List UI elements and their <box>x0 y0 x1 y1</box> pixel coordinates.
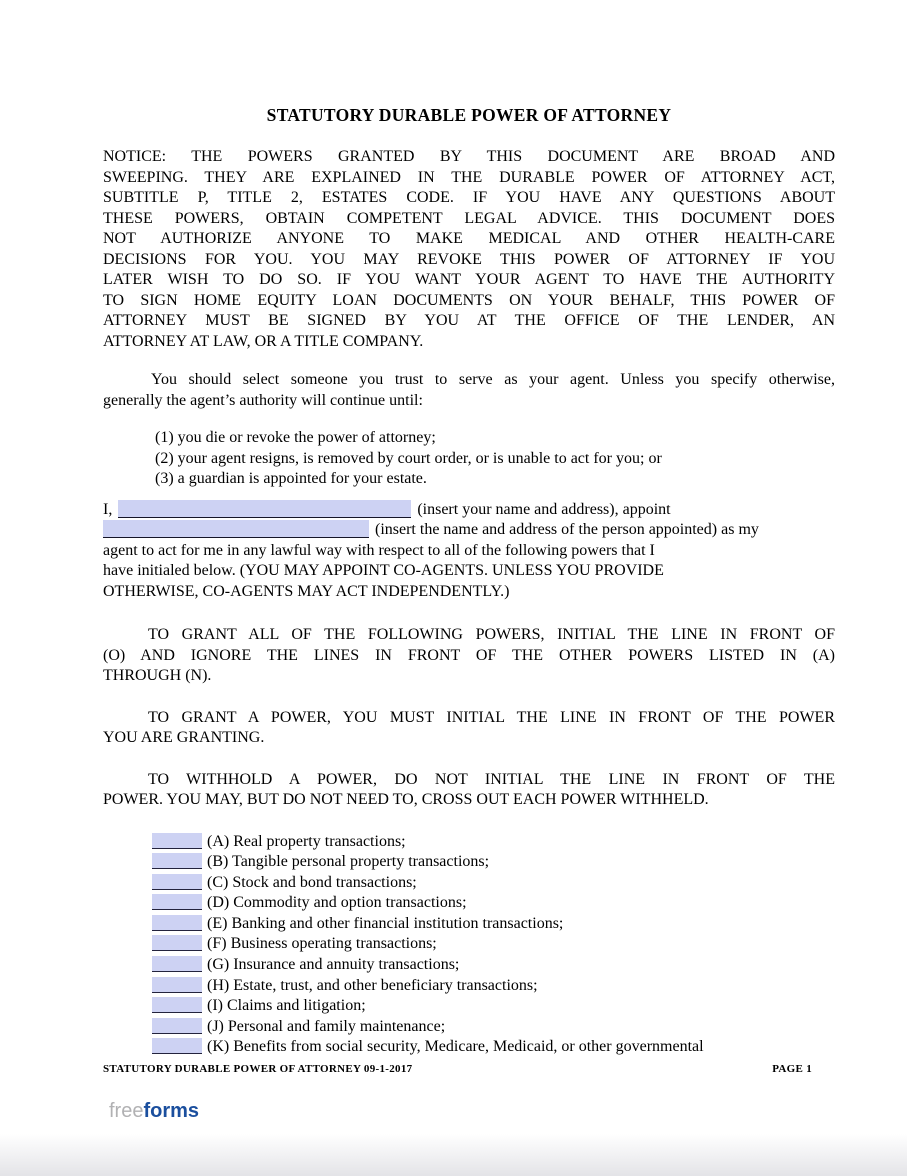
appointment-line-3: agent to act for me in any lawful way with respect to all of the following powers that I <box>103 541 655 559</box>
power-item <box>152 914 835 935</box>
initial-line-f[interactable] <box>152 935 202 951</box>
notice-paragraph <box>103 147 835 352</box>
termination-conditions-list <box>103 428 835 490</box>
power-label: (G) <box>207 956 230 974</box>
initial-line-h[interactable] <box>152 977 202 993</box>
power-text: Tangible personal property transactions; <box>232 853 490 871</box>
appointment-line-4: have initialed below. (YOU MAY APPOINT CO-AGENTS. UNLESS YOU PROVIDE <box>103 562 664 579</box>
list-item: (1) you die or revoke the power of attorney; <box>155 429 436 446</box>
list-item: (2) your agent resigns, is removed by court order, or is unable to act for you; or <box>155 449 662 467</box>
power-text: Real property transactions; <box>233 832 406 850</box>
grant-all-instruction <box>103 625 835 687</box>
power-text: Banking and other financial institution transactions; <box>231 914 564 932</box>
power-item <box>152 1017 835 1038</box>
footer-page-number: PAGE 1 <box>772 1063 812 1076</box>
instruction-line: YOU ARE GRANTING. <box>103 729 265 746</box>
power-label: (H) <box>207 976 230 994</box>
powers-list <box>103 832 835 1059</box>
logo-text-forms: forms <box>143 1100 200 1123</box>
intro-paragraph <box>103 370 835 411</box>
initial-line-a[interactable] <box>152 833 202 849</box>
power-item <box>152 934 835 955</box>
withhold-instruction <box>103 770 835 811</box>
initial-line-g[interactable] <box>152 956 202 972</box>
notice-line: LATER WISH TO DO SO. IF YOU WANT YOUR AGENT TO HAVE THE AUTHORITY <box>103 271 835 288</box>
page-bottom-shadow <box>0 1134 907 1176</box>
notice-line: SUBTITLE P, TITLE 2, ESTATES CODE. IF YOU HAVE ANY QUESTIONS ABOUT <box>103 189 835 206</box>
power-item <box>152 976 835 997</box>
footer-document-name: STATUTORY DURABLE POWER OF ATTORNEY 09-1-2017 <box>103 1063 413 1076</box>
page-footer <box>103 1063 812 1076</box>
initial-line-i[interactable] <box>152 997 202 1013</box>
notice-line: ATTORNEY MUST BE SIGNED BY YOU AT THE OFFICE OF THE LENDER, AN <box>103 312 835 329</box>
initial-line-e[interactable] <box>152 915 202 931</box>
power-label: (C) <box>207 873 229 891</box>
power-item <box>152 996 835 1017</box>
appointment-paragraph <box>103 500 835 603</box>
list-item: (3) a guardian is appointed for your estate. <box>155 470 427 487</box>
instruction-line: TO WITHHOLD A POWER, DO NOT INITIAL THE LINE IN FRONT OF THE <box>148 770 835 788</box>
initial-line-k[interactable] <box>152 1038 202 1054</box>
notice-line: DECISIONS FOR YOU. YOU MAY REVOKE THIS POWER OF ATTORNEY IF YOU <box>103 250 835 268</box>
power-label: (I) <box>207 997 223 1015</box>
notice-line: TO SIGN HOME EQUITY LOAN DOCUMENTS ON YOUR BEHALF, THIS POWER OF <box>103 291 835 309</box>
power-label: (D) <box>207 894 230 912</box>
power-text: Commodity and option transactions; <box>233 894 467 912</box>
appointment-prefix: I, <box>103 500 113 518</box>
power-text: Stock and bond transactions; <box>232 873 417 891</box>
power-item <box>152 852 835 873</box>
instruction-line: POWER. YOU MAY, BUT DO NOT NEED TO, CROSS OUT EACH POWER WITHHELD. <box>103 791 709 808</box>
initial-line-b[interactable] <box>152 853 202 869</box>
appointment-line-1-suffix: (insert your name and address), appoint <box>417 500 671 518</box>
power-text: Estate, trust, and other beneficiary transactions; <box>233 976 538 994</box>
power-label: (F) <box>207 935 227 953</box>
power-text: Business operating transactions; <box>230 935 437 953</box>
freeforms-logo <box>109 1100 835 1122</box>
power-label: (J) <box>207 1017 224 1035</box>
initial-line-j[interactable] <box>152 1018 202 1034</box>
instruction-line: THROUGH (N). <box>103 667 212 684</box>
instruction-line: TO GRANT A POWER, YOU MUST INITIAL THE LINE IN FRONT OF THE POWER <box>148 708 835 726</box>
power-text: Insurance and annuity transactions; <box>233 956 460 974</box>
power-item <box>152 955 835 976</box>
principal-name-address-field[interactable] <box>118 500 411 518</box>
appointment-line-5: OTHERWISE, CO-AGENTS MAY ACT INDEPENDENTLY.) <box>103 582 510 600</box>
notice-line: THESE POWERS, OBTAIN COMPETENT LEGAL ADVICE. THIS DOCUMENT DOES <box>103 209 835 227</box>
appointment-line-2 <box>103 520 835 541</box>
document-page <box>103 0 835 1122</box>
power-item <box>152 1037 835 1058</box>
grant-one-instruction <box>103 708 835 749</box>
power-text: Personal and family maintenance; <box>227 1017 446 1035</box>
initial-line-d[interactable] <box>152 894 202 910</box>
power-item <box>152 893 835 914</box>
instruction-line: (O) AND IGNORE THE LINES IN FRONT OF THE OTHER POWERS LISTED IN (A) <box>103 646 835 664</box>
intro-line: You should select someone you trust to serve as your agent. Unless you specify otherwise, <box>151 371 835 388</box>
appointment-line-1 <box>103 500 835 521</box>
power-text: Benefits from social security, Medicare, Medicaid, or other governmental <box>233 1038 704 1056</box>
power-label: (B) <box>207 853 229 871</box>
appointment-line-2-suffix: (insert the name and address of the person appointed) as my <box>375 521 759 538</box>
power-item <box>152 873 835 894</box>
power-label: (K) <box>207 1038 230 1056</box>
power-label: (A) <box>207 832 230 850</box>
notice-line: ATTORNEY AT LAW, OR A TITLE COMPANY. <box>103 332 424 350</box>
power-item <box>152 832 835 853</box>
initial-line-c[interactable] <box>152 874 202 890</box>
notice-line: SWEEPING. THEY ARE EXPLAINED IN THE DURABLE POWER OF ATTORNEY ACT, <box>103 168 835 186</box>
logo-text-free: free <box>109 1100 144 1123</box>
power-label: (E) <box>207 914 228 932</box>
instruction-line: TO GRANT ALL OF THE FOLLOWING POWERS, INITIAL THE LINE IN FRONT OF <box>148 626 835 643</box>
intro-line: generally the agent’s authority will continue until: <box>103 391 423 409</box>
agent-name-address-field[interactable] <box>103 520 369 538</box>
notice-line: NOTICE: THE POWERS GRANTED BY THIS DOCUMENT ARE BROAD AND <box>103 148 835 165</box>
notice-line: NOT AUTHORIZE ANYONE TO MAKE MEDICAL AND OTHER HEALTH-CARE <box>103 230 835 247</box>
power-text: Claims and litigation; <box>226 997 366 1015</box>
document-title: STATUTORY DURABLE POWER OF ATTORNEY <box>266 105 672 125</box>
